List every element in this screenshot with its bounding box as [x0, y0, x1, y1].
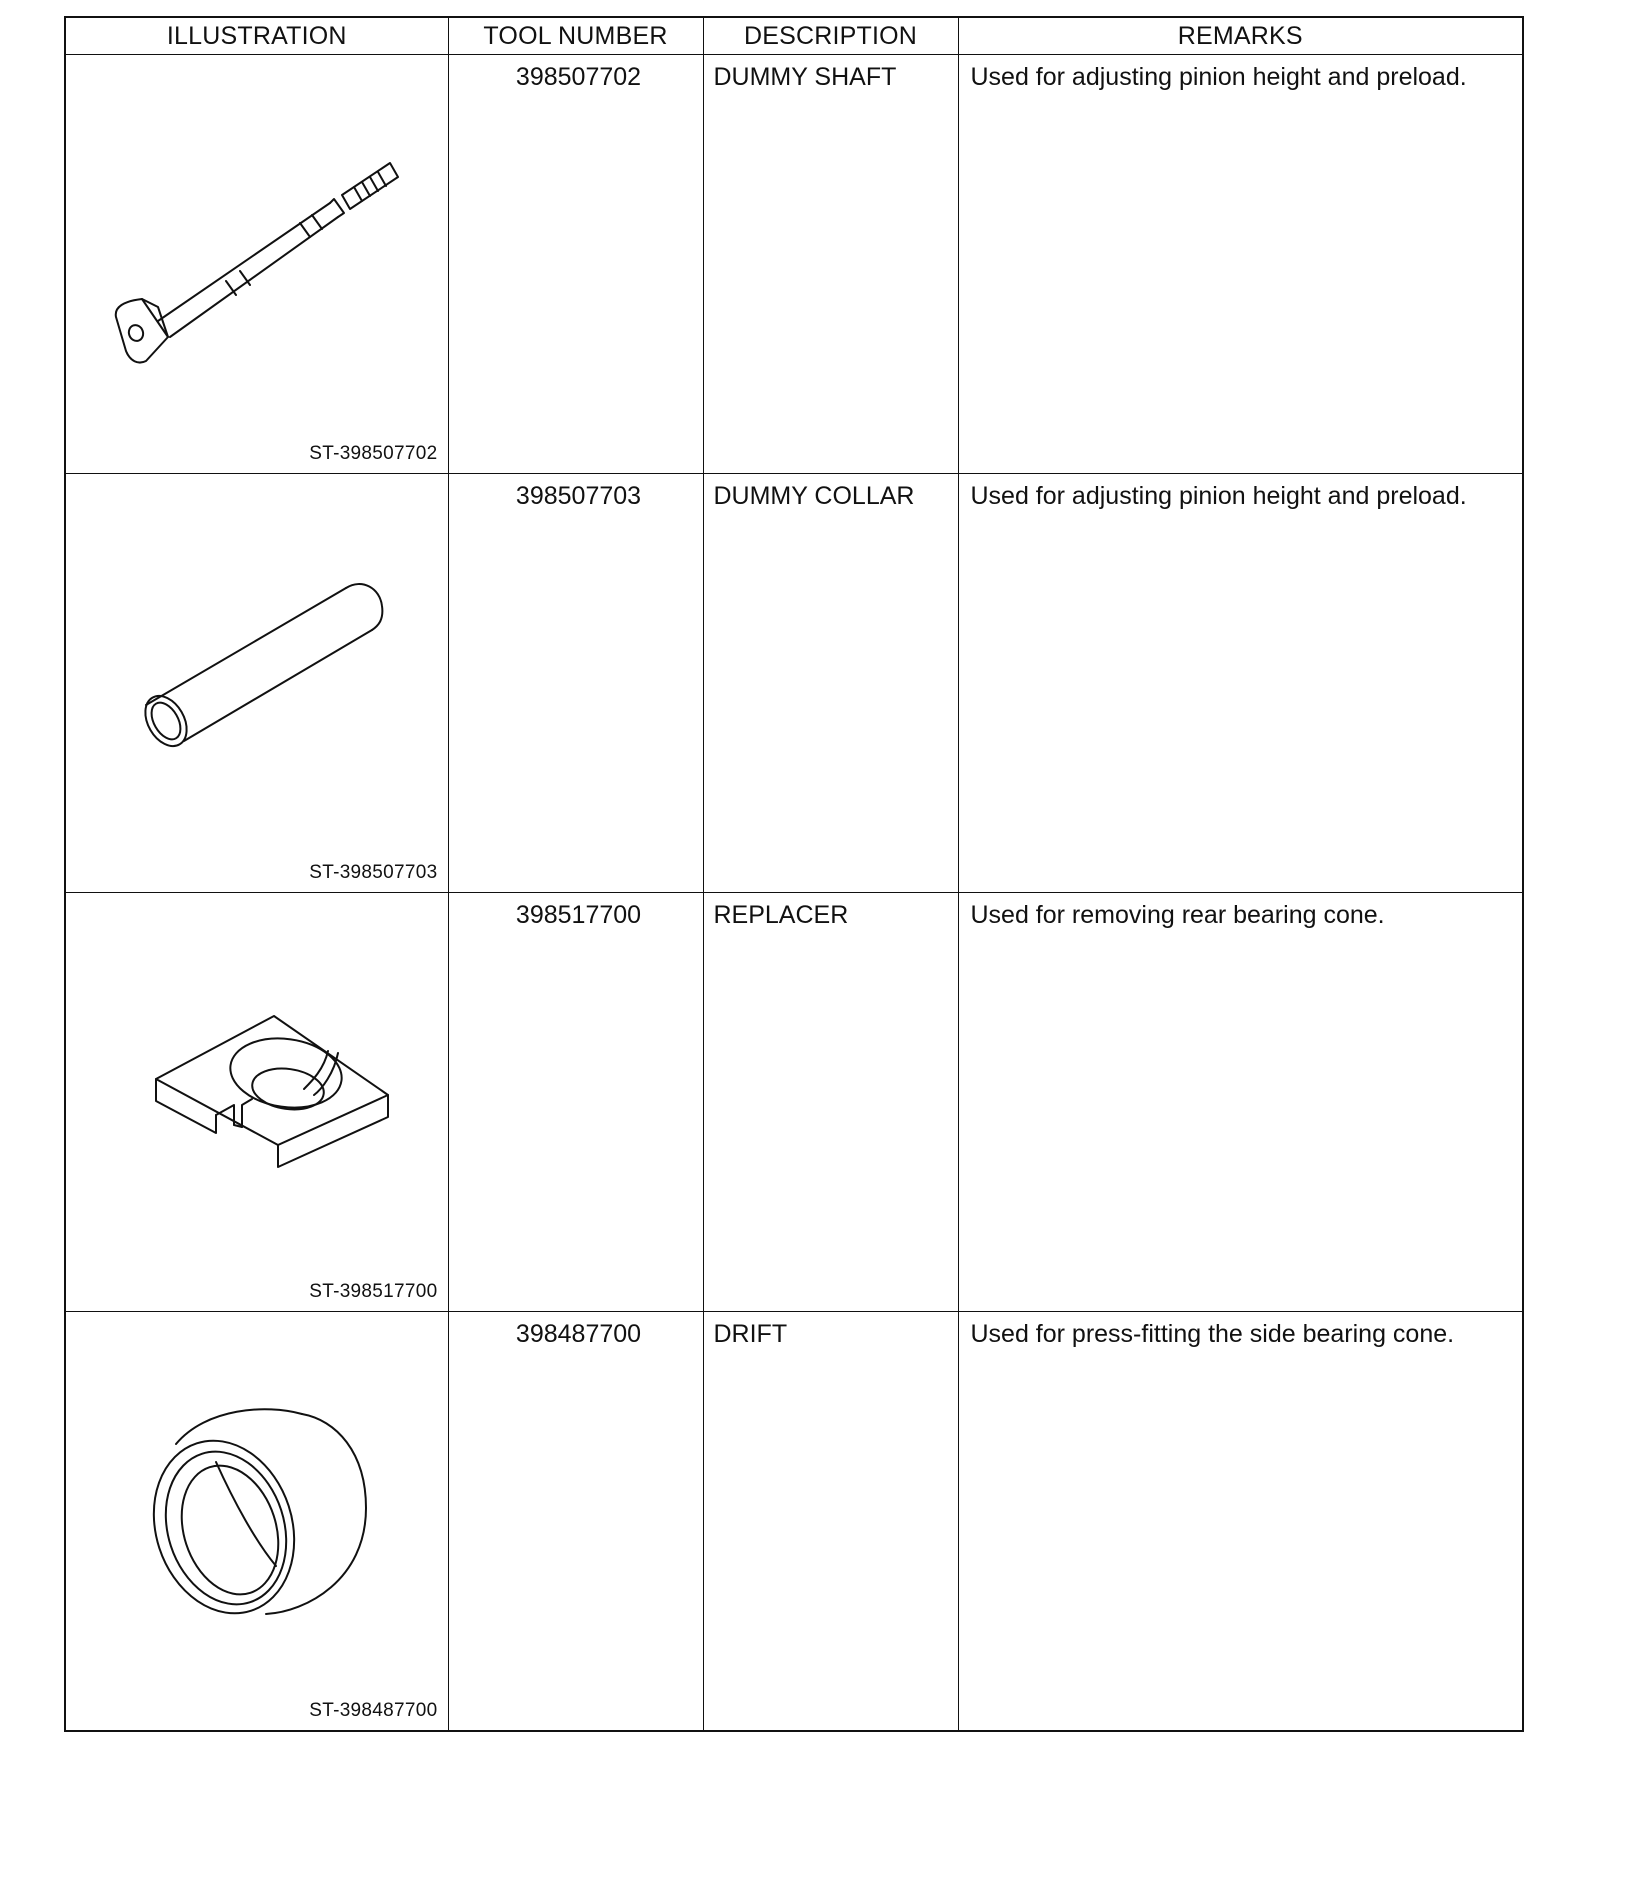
- illustration-cell: [65, 893, 448, 1312]
- remarks-cell: [958, 474, 1523, 893]
- remarks: Used for removing rear bearing cone.: [970, 901, 1385, 929]
- description: REPLACER: [713, 901, 849, 929]
- table-row: [65, 1312, 1523, 1732]
- dummy-collar-icon: [66, 474, 449, 892]
- illustration-code: ST-398517700: [309, 1281, 438, 1302]
- description-cell: [703, 893, 958, 1312]
- illustration-cell: [65, 474, 448, 893]
- remarks: Used for adjusting pinion height and preload.: [970, 482, 1467, 510]
- description-cell: [703, 55, 958, 474]
- illustration-code: ST-398507702: [309, 443, 438, 464]
- description-cell: [703, 474, 958, 893]
- table-row: [65, 474, 1523, 893]
- illustration-code: ST-398487700: [309, 1700, 438, 1721]
- remarks-cell: [958, 893, 1523, 1312]
- tool-number: 398517700: [515, 901, 642, 929]
- remarks: Used for press-fitting the side bearing cone.: [970, 1320, 1455, 1348]
- table-row: [65, 893, 1523, 1312]
- header-remarks: REMARKS: [958, 17, 1523, 55]
- tool-number-cell: [448, 55, 703, 474]
- special-tools-table: [64, 16, 1524, 1732]
- illustration-cell: [65, 55, 448, 474]
- header-row: [65, 17, 1523, 55]
- replacer-icon: [66, 893, 449, 1311]
- tool-number-cell: [448, 474, 703, 893]
- tool-number: 398507702: [515, 63, 642, 91]
- illustration-cell: [65, 1312, 448, 1732]
- illustration-code: ST-398507703: [309, 862, 438, 883]
- remarks-cell: [958, 1312, 1523, 1732]
- description: DRIFT: [713, 1320, 788, 1348]
- tool-number-cell: [448, 893, 703, 1312]
- drift-icon: [66, 1312, 449, 1730]
- header-description: DESCRIPTION: [703, 17, 958, 55]
- tool-number-cell: [448, 1312, 703, 1732]
- description: DUMMY COLLAR: [713, 482, 915, 510]
- description: DUMMY SHAFT: [713, 63, 897, 91]
- remarks: Used for adjusting pinion height and preload.: [970, 63, 1467, 91]
- dummy-shaft-icon: [66, 55, 449, 473]
- tool-number: 398507703: [515, 482, 642, 510]
- description-cell: [703, 1312, 958, 1732]
- remarks-cell: [958, 55, 1523, 474]
- header-tool-number: TOOL NUMBER: [448, 17, 703, 55]
- tool-number: 398487700: [515, 1320, 642, 1348]
- header-illustration: ILLUSTRATION: [65, 17, 448, 55]
- table-row: [65, 55, 1523, 474]
